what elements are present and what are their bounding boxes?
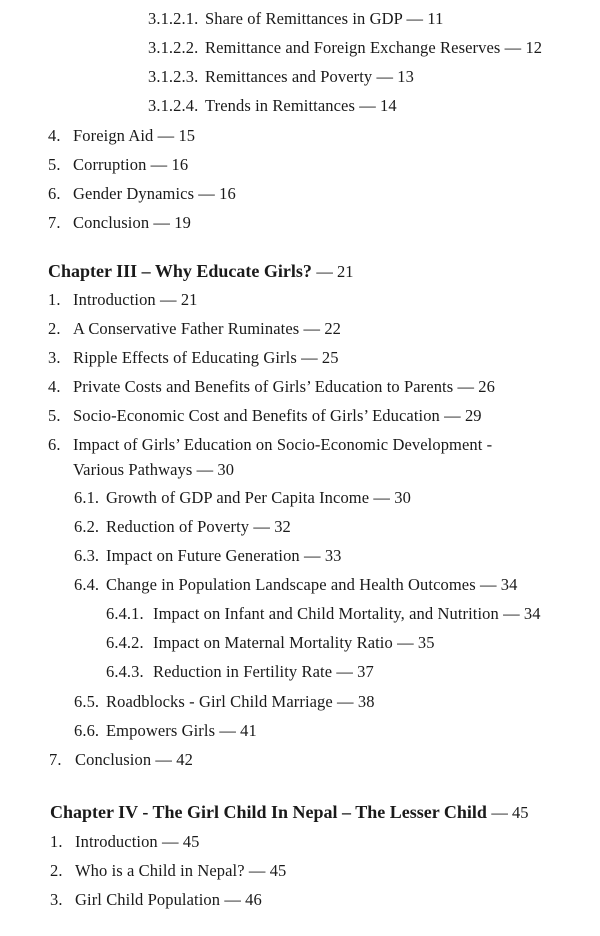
entry-text: Ripple Effects of Educating Girls — 25	[73, 348, 339, 367]
entry-text: Growth of GDP and Per Capita Income — 30	[106, 488, 411, 507]
entry-text: Girl Child Population — 46	[75, 890, 262, 909]
entry-text: Introduction — 21	[73, 290, 198, 309]
entry-text: A Conservative Father Ruminates — 22	[73, 319, 342, 338]
toc-entry	[48, 126, 195, 146]
toc-entry	[74, 721, 257, 741]
entry-text: Share of Remittances in GDP — 11	[205, 9, 444, 28]
entry-text: Impact on Future Generation — 33	[106, 546, 342, 565]
chapter-title: Chapter IV - The Girl Child In Nepal – The Lesser Child	[50, 802, 487, 822]
chapter-page: — 21	[316, 262, 354, 281]
toc-entry	[48, 213, 191, 233]
toc-entry	[106, 662, 374, 682]
entry-number: 3.	[50, 890, 63, 909]
entry-text: Trends in Remittances — 14	[205, 96, 397, 115]
toc-entry	[74, 488, 411, 508]
entry-number: 5.	[48, 155, 61, 174]
toc-entry	[50, 890, 262, 910]
toc-entry	[74, 575, 518, 595]
entry-text: Reduction in Fertility Rate — 37	[153, 662, 374, 681]
entry-text: Change in Population Landscape and Health Outcomes — 34	[106, 575, 518, 594]
entry-text: Gender Dynamics — 16	[73, 184, 236, 203]
toc-entry	[48, 155, 188, 175]
toc-entry	[48, 348, 339, 368]
chapter-heading	[50, 801, 529, 824]
toc-entry	[148, 67, 414, 87]
toc-entry	[50, 832, 200, 852]
toc-entry	[48, 377, 495, 397]
entry-number: 6.4.1.	[106, 604, 144, 623]
toc-entry	[48, 290, 198, 310]
toc-entry	[148, 38, 542, 58]
entry-number: 3.1.2.3.	[148, 67, 199, 86]
entry-number: 6.5.	[74, 692, 100, 711]
entry-text: Impact on Maternal Mortality Ratio — 35	[153, 633, 435, 652]
entry-number: 4.	[48, 377, 61, 396]
toc-entry	[48, 435, 492, 455]
entry-text: Reduction of Poverty — 32	[106, 517, 291, 536]
entry-text: Roadblocks - Girl Child Marriage — 38	[106, 692, 375, 711]
entry-text: Foreign Aid — 15	[73, 126, 196, 145]
entry-number: 6.1.	[74, 488, 100, 507]
toc-entry	[106, 604, 541, 624]
chapter-heading	[48, 260, 354, 283]
entry-text: Who is a Child in Nepal? — 45	[75, 861, 287, 880]
entry-text: Remittances and Poverty — 13	[205, 67, 415, 86]
entry-number: 1.	[50, 832, 63, 851]
entry-number: 7.	[48, 213, 61, 232]
entry-text: Conclusion — 42	[75, 750, 193, 769]
entry-text: Impact on Infant and Child Mortality, and Nutrition — 34	[153, 604, 541, 623]
toc-entry	[48, 184, 236, 204]
entry-text: Socio-Economic Cost and Benefits of Girls’ Education — 29	[73, 406, 482, 425]
entry-number: 5.	[48, 406, 61, 425]
toc-entry	[148, 9, 443, 29]
entry-number: 3.	[48, 348, 61, 367]
toc-entry	[49, 750, 193, 770]
entry-number: 2.	[48, 319, 61, 338]
toc-entry	[148, 96, 397, 116]
entry-number: 3.1.2.4.	[148, 96, 199, 115]
toc-entry	[48, 406, 482, 426]
entry-number: 6.4.2.	[106, 633, 144, 652]
toc-entry	[74, 546, 342, 566]
entry-number: 6.	[48, 435, 61, 454]
entry-text: Private Costs and Benefits of Girls’ Education to Parents — 26	[73, 377, 495, 396]
entry-number: 6.2.	[74, 517, 100, 536]
entry-number: 6.3.	[74, 546, 100, 565]
toc-entry	[48, 319, 341, 339]
entry-number: 3.1.2.2.	[148, 38, 199, 57]
toc-entry	[74, 692, 375, 712]
chapter-title: Chapter III – Why Educate Girls?	[48, 261, 312, 281]
entry-text: Corruption — 16	[73, 155, 189, 174]
entry-number: 6.4.	[74, 575, 100, 594]
toc-entry	[50, 861, 286, 881]
entry-number: 4.	[48, 126, 61, 145]
entry-text: Remittance and Foreign Exchange Reserves — 12	[205, 38, 543, 57]
entry-number: 3.1.2.1.	[148, 9, 199, 28]
entry-text: Conclusion — 19	[73, 213, 191, 232]
entry-number: 2.	[50, 861, 63, 880]
entry-text: Empowers Girls — 41	[106, 721, 257, 740]
entry-text: Introduction — 45	[75, 832, 200, 851]
entry-text: Impact of Girls’ Education on Socio-Economic Development -	[73, 435, 493, 454]
entry-text: Various Pathways — 30	[73, 460, 235, 479]
entry-number: 6.4.3.	[106, 662, 144, 681]
entry-number: 6.	[48, 184, 61, 203]
entry-number: 7.	[49, 750, 62, 769]
chapter-page: — 45	[491, 803, 529, 822]
toc-entry-continuation	[73, 460, 234, 480]
entry-number: 1.	[48, 290, 61, 309]
toc-entry	[106, 633, 435, 653]
entry-number: 6.6.	[74, 721, 100, 740]
toc-entry	[74, 517, 291, 537]
